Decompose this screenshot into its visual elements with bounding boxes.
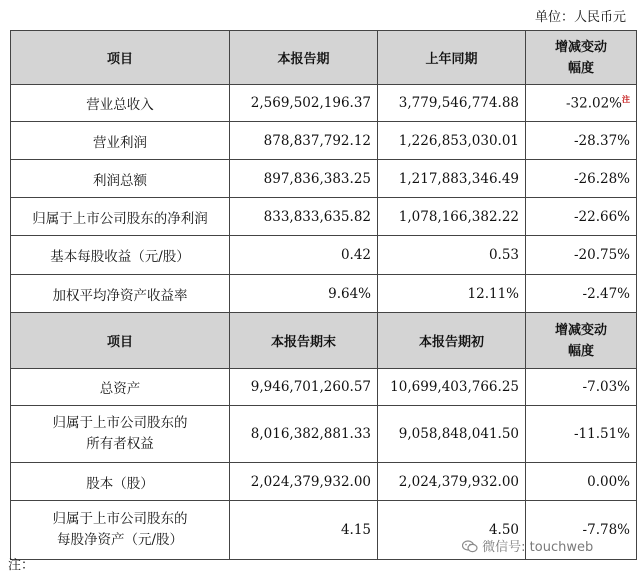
cell-change: -32.02%$^注$ [526, 85, 637, 122]
row-label: 归属于上市公司股东的 所有者权益 [11, 406, 230, 463]
cell-change: -22.66% [526, 198, 637, 236]
table-row [11, 275, 637, 313]
cell-current: 2,024,379,932.00 [230, 463, 378, 501]
header-period-end: 本报告期末 [230, 313, 378, 369]
cell-change: -7.03% [526, 369, 637, 406]
row-label: 营业总收入 [11, 85, 230, 122]
header-change: 增减变动 幅度 [526, 313, 637, 369]
row-label: 归属于上市公司股东的净利润 [11, 198, 230, 236]
header-prior-period: 上年同期 [378, 31, 526, 85]
cell-current: 8,016,382,881.33 [230, 406, 378, 463]
cell-prior: 4.50 [378, 501, 526, 560]
cell-prior: 12.11% [378, 275, 526, 313]
cell-change: -2.47% [526, 275, 637, 313]
cell-change: -11.51% [526, 406, 637, 463]
cell-current: 897,836,383.25 [230, 160, 378, 198]
cell-change: -26.28% [526, 160, 637, 198]
cell-current: 878,837,792.12 [230, 122, 378, 160]
table-row [11, 160, 637, 198]
row-label: 利润总额 [11, 160, 230, 198]
cell-change: -28.37% [526, 122, 637, 160]
header-item: 项目 [11, 313, 230, 369]
header-row-1 [11, 31, 637, 85]
unit-label: 单位：人民币元 [534, 10, 626, 25]
note-label: 注： [8, 558, 35, 573]
note-mark: 注 [622, 94, 630, 105]
header-period-start: 本报告期初 [378, 313, 526, 369]
cell-prior: 1,217,883,346.49 [378, 160, 526, 198]
cell-current: 4.15 [230, 501, 378, 560]
cell-prior: 2,024,379,932.00 [378, 463, 526, 501]
cell-prior: 10,699,403,766.25 [378, 369, 526, 406]
row-label: 归属于上市公司股东的 每股净资产（元/股） [11, 501, 230, 560]
header-change: 增减变动 幅度 [526, 31, 637, 85]
cell-change: -20.75% [526, 236, 637, 275]
table-row [11, 198, 637, 236]
table-row [11, 122, 637, 160]
cell-prior: 1,078,166,382.22 [378, 198, 526, 236]
financial-table [10, 30, 637, 560]
header-row-2 [11, 313, 637, 369]
table-row [11, 406, 637, 463]
row-label: 基本每股收益（元/股） [11, 236, 230, 275]
cell-current: 0.42 [230, 236, 378, 275]
cell-current: 9.64% [230, 275, 378, 313]
cell-prior: 3,779,546,774.88 [378, 85, 526, 122]
cell-current: 833,833,635.82 [230, 198, 378, 236]
header-item: 项目 [11, 31, 230, 85]
cell-prior: 9,058,848,041.50 [378, 406, 526, 463]
cell-change: -7.78% [526, 501, 637, 560]
row-label: 总资产 [11, 369, 230, 406]
cell-current: 2,569,502,196.37 [230, 85, 378, 122]
table-row [11, 85, 637, 122]
cell-prior: 1,226,853,030.01 [378, 122, 526, 160]
cell-change: 0.00% [526, 463, 637, 501]
table-row [11, 463, 637, 501]
table-row [11, 369, 637, 406]
watermark-text: 微信号: touchweb [482, 540, 594, 555]
wechat-icon [462, 540, 478, 553]
header-current-period: 本报告期 [230, 31, 378, 85]
row-label: 股本（股） [11, 463, 230, 501]
cell-prior: 0.53 [378, 236, 526, 275]
cell-current: 9,946,701,260.57 [230, 369, 378, 406]
watermark [462, 536, 593, 555]
row-label: 加权平均净资产收益率 [11, 275, 230, 313]
row-label: 营业利润 [11, 122, 230, 160]
table-row [11, 236, 637, 275]
